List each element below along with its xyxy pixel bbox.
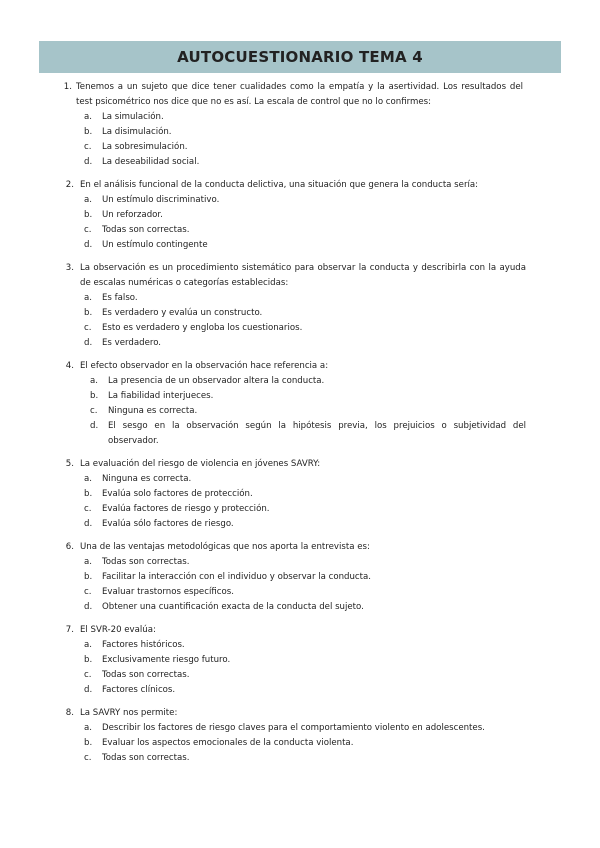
option <box>84 193 600 208</box>
option-text: Un estímulo contingente <box>102 240 208 250</box>
option-letter: a. <box>84 195 92 205</box>
question-number: 7. <box>65 625 74 635</box>
question-number: 2. <box>65 180 74 190</box>
option-text: Facilitar la interacción con el individuo y observar la conducta. <box>102 572 372 582</box>
question-8 <box>64 706 524 721</box>
option <box>84 140 600 155</box>
option-text: Factores clínicos. <box>102 685 176 695</box>
question-1 <box>60 80 523 110</box>
option-letter: a. <box>84 723 92 733</box>
option-letter: c. <box>84 587 92 597</box>
option-text: Todas son correctas. <box>102 557 190 567</box>
option-text: Todas son correctas. <box>102 753 190 763</box>
question-4 <box>64 359 524 374</box>
option <box>84 736 600 751</box>
option-text: Esto es verdadero y engloba los cuestionarios. <box>102 323 303 333</box>
option-text: Factores históricos. <box>102 640 185 650</box>
option-letter: c. <box>84 142 92 152</box>
option-text: La sobresimulación. <box>102 142 188 152</box>
option <box>90 404 600 419</box>
option <box>90 389 600 404</box>
question-number: 1. <box>63 82 72 92</box>
option-letter: b. <box>84 655 93 665</box>
option <box>84 291 600 306</box>
option-text: Evalúa factores de riesgo y protección. <box>102 504 270 514</box>
option <box>84 472 600 487</box>
question-6 <box>64 540 524 555</box>
option-letter: b. <box>90 391 99 401</box>
option-text: Evaluar los aspectos emocionales de la conducta violenta. <box>102 738 354 748</box>
question-number: 6. <box>65 542 74 552</box>
option-letter: d. <box>84 519 93 529</box>
option-text: La fiabilidad interjueces. <box>108 391 214 401</box>
option-letter: b. <box>84 210 93 220</box>
option <box>90 419 526 449</box>
option-letter: a. <box>84 557 92 567</box>
option-text: Todas son correctas. <box>102 670 190 680</box>
option <box>84 751 600 766</box>
option-letter: c. <box>84 504 92 514</box>
option <box>84 555 600 570</box>
option-letter: b. <box>84 308 93 318</box>
option <box>84 570 600 585</box>
option <box>84 721 600 736</box>
option-letter: d. <box>84 157 93 167</box>
option-letter: c. <box>84 753 92 763</box>
option-letter: d. <box>90 421 99 431</box>
option-letter: c. <box>90 406 98 416</box>
option <box>84 125 600 140</box>
option-text: La disimulación. <box>102 127 172 137</box>
option-text: Evaluar trastornos específicos. <box>102 587 234 597</box>
option <box>84 668 600 683</box>
option <box>84 238 600 253</box>
option-letter: c. <box>84 323 92 333</box>
option <box>84 638 600 653</box>
option-text: Obtener una cuantificación exacta de la conducta del sujeto. <box>102 602 364 612</box>
option-text: Exclusivamente riesgo futuro. <box>102 655 231 665</box>
option-letter: a. <box>90 376 98 386</box>
option <box>84 487 600 502</box>
option-text: Evalúa sólo factores de riesgo. <box>102 519 234 529</box>
option-text: La presencia de un observador altera la conducta. <box>108 376 325 386</box>
option <box>90 374 600 389</box>
option <box>84 517 600 532</box>
option-letter: b. <box>84 489 93 499</box>
question-number: 4. <box>65 361 74 371</box>
question-text: La evaluación del riesgo de violencia en jóvenes SAVRY: <box>80 459 321 469</box>
option-letter: c. <box>84 670 92 680</box>
option-text: Es falso. <box>102 293 138 303</box>
option-letter: b. <box>84 572 93 582</box>
question-number: 8. <box>65 708 74 718</box>
option <box>84 683 600 698</box>
question-number: 3. <box>65 263 74 273</box>
option-text: La deseabilidad social. <box>102 157 200 167</box>
option <box>84 502 600 517</box>
option-text: La simulación. <box>102 112 164 122</box>
option-letter: a. <box>84 293 92 303</box>
page-title: AUTOCUESTIONARIO TEMA 4 <box>177 48 423 66</box>
question-5 <box>64 457 524 472</box>
question-text: La SAVRY nos permite: <box>80 708 178 718</box>
option <box>84 321 600 336</box>
option <box>84 653 600 668</box>
option-text: Ninguna es correcta. <box>108 406 198 416</box>
option-letter: d. <box>84 685 93 695</box>
question-text: Tenemos a un sujeto que dice tener cualidades como la empatía y la asertividad. Los resultados del test psicométrico nos dice que no es así. La escala de control que no lo confirmes: <box>76 82 523 107</box>
option-letter: a. <box>84 640 92 650</box>
option-letter: a. <box>84 112 92 122</box>
option <box>84 110 600 125</box>
question-text: El SVR-20 evalúa: <box>80 625 156 635</box>
option-text: El sesgo en la observación según la hipótesis previa, los prejuicios o subjetividad del observador. <box>108 421 526 446</box>
question-list <box>0 80 600 766</box>
option-text: Un reforzador. <box>102 210 163 220</box>
option <box>84 336 600 351</box>
option-letter: d. <box>84 240 93 250</box>
question-2 <box>64 178 524 193</box>
option-letter: b. <box>84 127 93 137</box>
option <box>84 155 600 170</box>
question-7 <box>64 623 524 638</box>
option-text: Es verdadero. <box>102 338 162 348</box>
option-letter: d. <box>84 338 93 348</box>
question-number: 5. <box>65 459 74 469</box>
option-text: Un estímulo discriminativo. <box>102 195 220 205</box>
option-text: Evalúa solo factores de protección. <box>102 489 253 499</box>
option <box>84 223 600 238</box>
option <box>84 600 600 615</box>
question-text: Una de las ventajas metodológicas que nos aporta la entrevista es: <box>80 542 370 552</box>
question-text: El efecto observador en la observación hace referencia a: <box>80 361 329 371</box>
question-text: En el análisis funcional de la conducta delictiva, una situación que genera la conducta sería: <box>80 180 479 190</box>
option-text: Describir los factores de riesgo claves para el comportamiento violento en adolescentes. <box>102 723 485 733</box>
question-3 <box>64 261 526 291</box>
option-letter: a. <box>84 474 92 484</box>
question-text: La observación es un procedimiento sistemático para observar la conducta y describirla con la ayuda de escalas numéricas o categorías establecidas: <box>80 263 526 288</box>
option <box>84 306 600 321</box>
option-text: Ninguna es correcta. <box>102 474 192 484</box>
option-letter: d. <box>84 602 93 612</box>
option <box>84 208 600 223</box>
option-letter: c. <box>84 225 92 235</box>
title-banner <box>39 41 561 73</box>
option-letter: b. <box>84 738 93 748</box>
option-text: Es verdadero y evalúa un constructo. <box>102 308 263 318</box>
option <box>84 585 600 600</box>
option-text: Todas son correctas. <box>102 225 190 235</box>
